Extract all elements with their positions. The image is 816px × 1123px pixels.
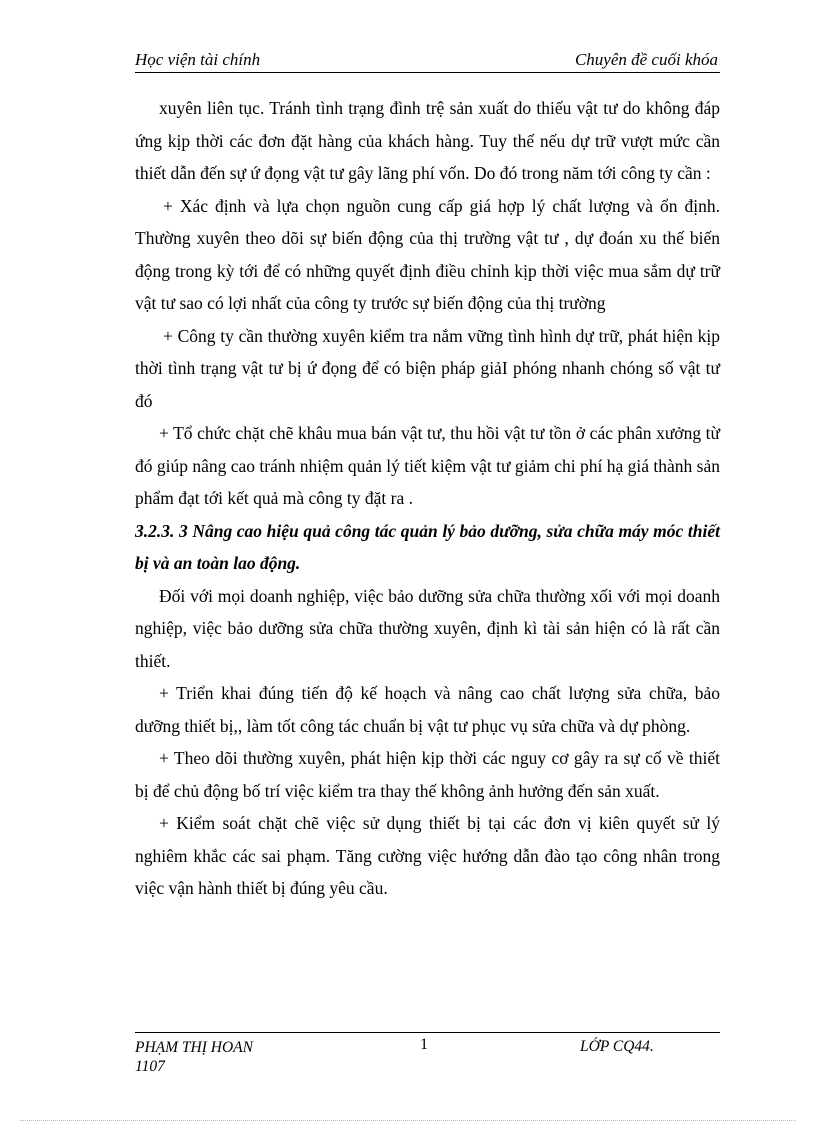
- header-document-title: Chuyên đề cuối khóa: [574, 50, 718, 69]
- paragraph-continuation: xuyên liên tục. Tránh tình trạng đình trệ sản xuất do thiếu vật tư do không đáp ứng kịp thời các đơn đặt hàng của khách hàng. Tuy thế nếu dự trữ vượt mức cần thiết dẫn đến sự ứ đọng vật tư gây lãng phí vốn. Do đó trong năm tới công ty cần :: [135, 98, 720, 183]
- footer-divider: [135, 1032, 720, 1033]
- bullet-supply-sources: + Xác định và lựa chọn nguồn cung cấp giá hợp lý chất lượng và ổn định. Thường xuyên theo dõi sự biến động của thị trường vật tư , dự đoán xu thế biến động trong kỳ tới để có những quyết định điều chỉnh kịp thời việc mua sắm dự trữ vật tư sao có lợi nhất của công ty trước sự biến động của thị trường: [135, 195, 720, 313]
- footer-author-code: 1107: [135, 1058, 165, 1075]
- bullet-risk-monitoring: + Theo dõi thường xuyên, phát hiện kịp thời các nguy cơ gây ra sự cố về thiết bị để chủ động bố trí việc kiểm tra thay thế không ảnh hưởng đến sản xuất.: [135, 748, 720, 801]
- body-text: [135, 92, 720, 905]
- page-header: [135, 48, 720, 73]
- bullet-purchasing-control: + Tổ chức chặt chẽ khâu mua bán vật tư, thu hồi vật tư tồn ở các phân xưởng từ đó giúp nâng cao tránh nhiệm quản lý tiết kiệm vật tư giảm chi phí hạ giá thành sản phẩm đạt tới kết quả mà công ty đặt ra .: [135, 423, 720, 508]
- bullet-equipment-control: + Kiểm soát chặt chẽ việc sử dụng thiết bị tại các đơn vị kiên quyết sử lý nghiêm khắc các sai phạm. Tăng cường việc hướng dẫn đào tạo công nhân trong việc vận hành thiết bị đúng yêu cầu.: [135, 813, 720, 898]
- bullet-maintenance-schedule: + Triển khai đúng tiến độ kế hoạch và nâng cao chất lượng sửa chữa, bảo dưỡng thiết bị,, làm tốt công tác chuẩn bị vật tư phục vụ sửa chữa và dự phòng.: [135, 683, 720, 736]
- footer-class: LỚP CQ44.: [580, 1038, 654, 1055]
- page-edge-divider: [20, 1120, 796, 1121]
- footer-author: [135, 1038, 295, 1076]
- paragraph-maintenance-intro: Đối với mọi doanh nghiệp, việc bảo dưỡng sửa chữa thường xối với mọi doanh nghiệp, việc bảo dưỡng sửa chữa thường xuyên, định kì tài sản hiện có là rất cần thiết.: [135, 585, 720, 671]
- section-heading: 3.2.3. 3 Nâng cao hiệu quả công tác quản lý bảo dưỡng, sửa chữa máy móc thiết bị và an toàn lao động.: [135, 520, 720, 573]
- footer-author-name: PHẠM THỊ HOAN: [135, 1039, 253, 1056]
- bullet-inventory-check: + Công ty cần thường xuyên kiểm tra nắm vững tình hình dự trữ, phát hiện kịp thời tình trạng vật tư bị ứ đọng để có biện pháp giảI phóng nhanh chóng số vật tư đó: [135, 325, 720, 411]
- page-number: 1: [420, 1036, 428, 1053]
- header-institution: Học viện tài chính: [135, 50, 261, 69]
